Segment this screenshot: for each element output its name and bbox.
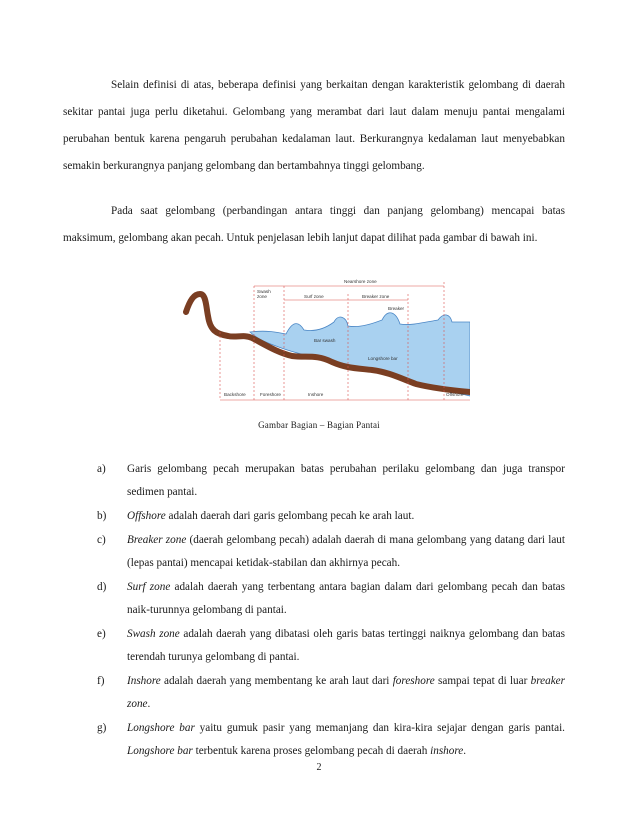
list-marker: f)	[97, 675, 105, 687]
label-foreshore: Foreshore	[260, 392, 281, 397]
paragraph-intro: Selain definisi di atas, beberapa definisi yang berkaitan dengan karakteristik gelombang di daerah sekitar pantai juga perlu diketahui. Gelombang yang merambat dari laut dalam menuju pantai mengalami perubahan bentuk karena pengaruh perubahan kedalaman laut. Berkurangnya kedalaman laut menyebabkan semakin berkurangnya panjang gelombang dan bertambahnya tinggi gelombang.	[63, 79, 565, 172]
list-item	[97, 458, 565, 504]
italic-term: Longshore bar	[127, 722, 195, 734]
list-marker: g)	[97, 722, 107, 734]
list-marker: a)	[97, 463, 106, 475]
list-item	[97, 717, 565, 763]
label-surf: Surf zone	[304, 294, 324, 299]
italic-term: Inshore	[127, 675, 161, 687]
figure-caption: Gambar Bagian – Bagian Pantai	[258, 420, 380, 430]
label-bar-swash: Bar swash	[314, 338, 336, 343]
list-text: adalah daerah yang membentang ke arah laut dari	[160, 675, 393, 687]
label-backshore: Backshore	[224, 392, 246, 397]
list-text: Garis gelombang pecah merupakan batas perubahan perilaku gelombang dan juga transpor sedimen pantai.	[127, 463, 565, 498]
list-item	[97, 670, 565, 716]
label-inshore: Inshore	[308, 392, 324, 397]
italic-term: Offshore	[127, 510, 166, 522]
label-offshore: Offshore	[446, 392, 464, 397]
list-text: adalah daerah yang dibatasi oleh garis batas tertinggi naiknya gelombang dan batas terendah turunya gelombang di pantai.	[127, 628, 565, 663]
list-item	[97, 529, 565, 575]
italic-term: Swash zone	[127, 628, 180, 640]
italic-term: foreshore	[392, 675, 435, 687]
label-nearshore: Nearshore zone	[344, 279, 377, 284]
list-marker: d)	[97, 581, 107, 593]
italic-term: Longshore bar	[127, 745, 193, 757]
list-marker: b)	[97, 510, 107, 522]
label-longshore-bar: Longshore bar	[368, 356, 398, 361]
italic-term: inshore	[430, 745, 464, 757]
italic-term: Surf zone	[127, 581, 171, 593]
paragraph-breaking: Pada saat gelombang (perbandingan antara tinggi dan panjang gelombang) mencapai batas maksimum, gelombang akan pecah. Untuk penjelasan lebih lanjut dapat dilihat pada gambar di bawah ini.	[63, 205, 565, 244]
label-swash: Swash	[257, 289, 271, 294]
italic-term: breaker zone	[127, 675, 565, 710]
list-text: adalah daerah dari garis gelombang pecah ke arah laut.	[165, 510, 415, 522]
page-number: 2	[316, 762, 322, 773]
list-text: yaitu gumuk pasir yang memanjang dan kira-kira sejajar dengan garis pantai.	[194, 722, 565, 734]
definition-list	[97, 458, 565, 764]
label-breaker: Breaker	[388, 306, 405, 311]
list-text: (daerah gelombang pecah) adalah daerah di mana gelombang yang datang dari laut (lepas pantai) mencapai ketidak-stabilan dan akhirnya pecah.	[127, 534, 565, 569]
list-text: .	[463, 745, 467, 757]
list-item	[97, 505, 565, 528]
list-text: terbentuk karena proses gelombang pecah di daerah	[192, 745, 431, 757]
italic-term: Breaker zone	[127, 534, 187, 546]
coastal-zones-figure	[176, 272, 470, 407]
list-marker: e)	[97, 628, 106, 640]
label-breaker-zone: Breaker zone	[362, 294, 390, 299]
list-text: sampai tepat di luar	[434, 675, 531, 687]
list-item	[97, 576, 565, 622]
list-marker: c)	[97, 534, 106, 546]
list-text: adalah daerah yang terbentang antara bagian dalam dari gelombang pecah dan batas naik-turunnya gelombang di pantai.	[127, 581, 566, 616]
label-swash-2: zone	[257, 294, 267, 299]
list-item	[97, 623, 565, 669]
list-text: .	[147, 698, 151, 710]
